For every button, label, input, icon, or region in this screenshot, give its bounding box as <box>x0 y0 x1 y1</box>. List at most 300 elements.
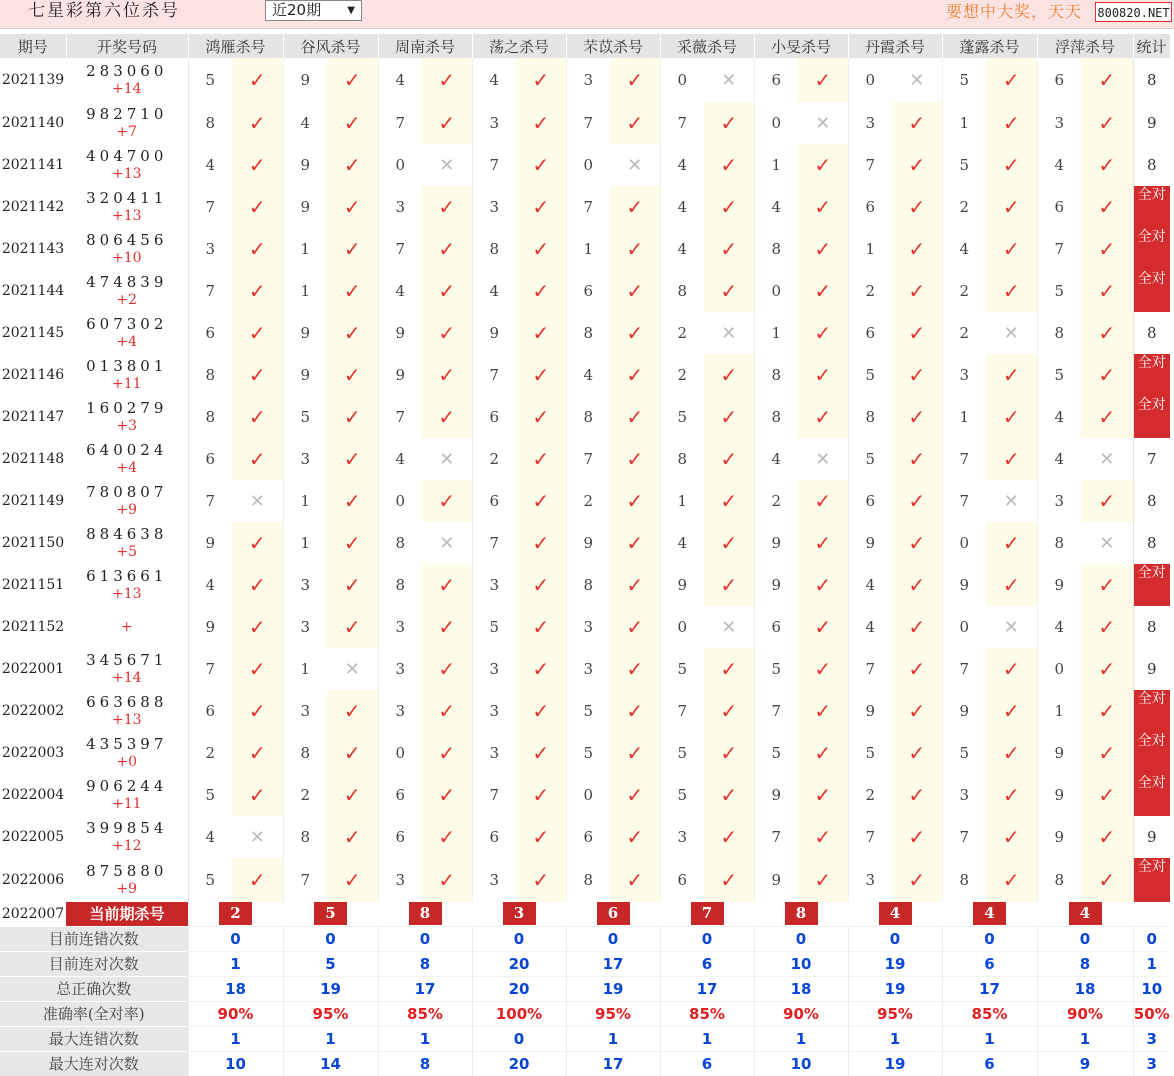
result-mark <box>892 58 942 102</box>
kill-number: 7 <box>283 858 327 902</box>
check-icon: ✓ <box>1098 573 1116 597</box>
result-mark <box>986 354 1037 396</box>
draw-digits: 906244 <box>86 777 168 795</box>
check-icon: ✓ <box>908 868 926 892</box>
check-icon: ✓ <box>438 489 456 513</box>
table-row <box>0 648 1170 690</box>
kill-number: 6 <box>472 396 516 438</box>
result-mark <box>798 606 848 648</box>
kill-number: 5 <box>848 438 892 480</box>
check-icon: ✓ <box>814 195 832 219</box>
kill-number: 9 <box>472 312 516 354</box>
draw-sum: +13 <box>111 166 142 182</box>
kill-number: 5 <box>848 732 892 774</box>
marquee-text: 要想中大奖，天天 <box>946 2 1083 21</box>
check-icon: ✓ <box>626 279 644 303</box>
check-icon: ✓ <box>720 531 738 555</box>
result-mark <box>704 606 754 648</box>
kill-number: 4 <box>1037 144 1081 186</box>
period-cell: 2021151 <box>1 577 65 593</box>
result-mark <box>232 58 283 102</box>
check-icon: ✓ <box>1002 531 1020 555</box>
summary-value: 19 <box>566 976 660 1001</box>
kill-number: 1 <box>942 396 986 438</box>
result-mark <box>1081 58 1133 102</box>
column-header[interactable]: 芣苡杀号 <box>566 34 660 58</box>
result-mark <box>610 396 660 438</box>
period-cell: 2021145 <box>1 325 65 341</box>
result-mark <box>327 774 378 816</box>
period-select[interactable] <box>265 0 362 21</box>
kill-number: 1 <box>660 480 704 522</box>
result-mark <box>798 270 848 312</box>
summary-value: 18 <box>188 976 283 1001</box>
check-icon: ✓ <box>248 531 266 555</box>
kill-number: 3 <box>660 816 704 858</box>
result-mark <box>798 396 848 438</box>
kill-number: 9 <box>754 564 798 606</box>
kill-number: 7 <box>660 690 704 732</box>
kill-number: 2 <box>188 732 232 774</box>
result-mark <box>1081 816 1133 858</box>
current-kill-number: 3 <box>503 902 536 925</box>
check-icon: ✓ <box>908 363 926 387</box>
result-mark <box>986 270 1037 312</box>
result-mark <box>327 564 378 606</box>
summary-value: 8 <box>1037 951 1133 976</box>
kill-number: 4 <box>378 58 422 102</box>
cross-icon: ✕ <box>721 69 737 91</box>
check-icon: ✓ <box>248 279 266 303</box>
result-mark <box>422 732 472 774</box>
summary-value: 0 <box>1037 926 1133 951</box>
result-mark <box>986 102 1037 144</box>
result-mark <box>327 228 378 270</box>
kill-number: 9 <box>378 312 422 354</box>
table-row <box>0 58 1170 102</box>
result-mark <box>892 354 942 396</box>
result-mark <box>892 564 942 606</box>
draw-digits: 607302 <box>86 315 168 333</box>
column-header[interactable]: 开奖号码 <box>66 34 188 58</box>
result-mark <box>1081 354 1133 396</box>
result-mark <box>704 58 754 102</box>
check-icon: ✓ <box>720 657 738 681</box>
check-icon: ✓ <box>343 111 361 135</box>
kill-number: 0 <box>754 270 798 312</box>
result-mark <box>232 396 283 438</box>
result-mark <box>704 270 754 312</box>
result-mark <box>610 312 660 354</box>
chevron-down-icon: ▼ <box>347 5 355 16</box>
check-icon: ✓ <box>720 699 738 723</box>
check-icon: ✓ <box>438 783 456 807</box>
kill-number: 2 <box>566 480 610 522</box>
result-mark <box>704 186 754 228</box>
draw-sum: +14 <box>111 81 142 97</box>
kill-number: 4 <box>660 228 704 270</box>
result-mark <box>232 102 283 144</box>
kill-number: 5 <box>283 396 327 438</box>
column-header[interactable]: 谷风杀号 <box>283 34 378 58</box>
result-mark <box>232 690 283 732</box>
result-mark <box>516 606 566 648</box>
summary-value: 10 <box>188 1051 283 1076</box>
kill-number: 3 <box>283 438 327 480</box>
check-icon: ✓ <box>1098 741 1116 765</box>
result-mark <box>704 396 754 438</box>
table-row <box>0 858 1170 902</box>
kill-number: 3 <box>472 732 516 774</box>
top-bar <box>0 0 1174 29</box>
kill-number: 0 <box>378 480 422 522</box>
kill-number: 6 <box>472 816 516 858</box>
draw-sum: +10 <box>111 250 142 266</box>
result-mark <box>704 816 754 858</box>
check-icon: ✓ <box>626 111 644 135</box>
check-icon: ✓ <box>1098 615 1116 639</box>
kill-number: 6 <box>754 58 798 102</box>
period-cell: 2022003 <box>1 745 65 761</box>
cross-icon: ✕ <box>249 826 265 848</box>
current-kill-cell <box>472 902 566 926</box>
stat-cell: 全对 <box>1133 270 1170 312</box>
kill-number: 8 <box>1037 522 1081 564</box>
kill-number: 4 <box>566 354 610 396</box>
summary-value: 0 <box>283 926 378 951</box>
kill-number: 5 <box>660 732 704 774</box>
kill-number: 3 <box>378 606 422 648</box>
check-icon: ✓ <box>438 657 456 681</box>
result-mark <box>1081 312 1133 354</box>
check-icon: ✓ <box>626 615 644 639</box>
summary-label: 最大连错次数 <box>0 1026 188 1051</box>
result-mark <box>892 816 942 858</box>
result-mark <box>798 228 848 270</box>
cross-icon: ✕ <box>249 490 265 512</box>
draw-sum: +14 <box>111 670 142 686</box>
check-icon: ✓ <box>1002 657 1020 681</box>
check-icon: ✓ <box>720 489 738 513</box>
check-icon: ✓ <box>532 489 550 513</box>
summary-value: 17 <box>378 976 472 1001</box>
cross-icon: ✕ <box>1003 490 1019 512</box>
check-icon: ✓ <box>248 573 266 597</box>
check-icon: ✓ <box>814 279 832 303</box>
check-icon: ✓ <box>720 741 738 765</box>
kill-number: 8 <box>754 228 798 270</box>
result-mark <box>422 144 472 186</box>
result-mark <box>892 606 942 648</box>
stat-cell: 全对 <box>1133 774 1170 816</box>
kill-number: 3 <box>283 564 327 606</box>
kill-number: 2 <box>283 774 327 816</box>
summary-value: 9 <box>1037 1051 1133 1076</box>
kill-number: 8 <box>566 564 610 606</box>
result-mark <box>516 396 566 438</box>
cross-icon: ✕ <box>439 448 455 470</box>
cross-icon: ✕ <box>1003 322 1019 344</box>
summary-value: 1 <box>1037 1026 1133 1051</box>
kill-number: 2 <box>942 270 986 312</box>
result-mark <box>986 564 1037 606</box>
kill-number: 0 <box>660 58 704 102</box>
result-mark <box>610 58 660 102</box>
check-icon: ✓ <box>1098 237 1116 261</box>
check-icon: ✓ <box>720 111 738 135</box>
column-header[interactable]: 鸿雁杀号 <box>188 34 283 58</box>
kill-number: 4 <box>754 438 798 480</box>
draw-digits: 283060 <box>86 62 168 80</box>
draw-result-cell <box>66 396 188 438</box>
result-mark <box>798 522 848 564</box>
result-mark <box>516 312 566 354</box>
check-icon: ✓ <box>532 657 550 681</box>
kill-number: 7 <box>378 228 422 270</box>
column-header[interactable]: 采薇杀号 <box>660 34 754 58</box>
check-icon: ✓ <box>1002 699 1020 723</box>
stat-cell: 8 <box>1133 606 1170 648</box>
check-icon: ✓ <box>814 825 832 849</box>
kill-number: 7 <box>660 102 704 144</box>
draw-sum: +3 <box>116 418 138 434</box>
table-row <box>0 354 1170 396</box>
current-kill-number: 8 <box>409 902 442 925</box>
kill-number: 3 <box>472 186 516 228</box>
check-icon: ✓ <box>908 741 926 765</box>
kill-number: 7 <box>566 186 610 228</box>
draw-result-cell <box>66 774 188 816</box>
kill-number: 4 <box>942 228 986 270</box>
kill-number: 9 <box>378 354 422 396</box>
stat-cell: 8 <box>1133 522 1170 564</box>
result-mark <box>986 690 1037 732</box>
check-icon: ✓ <box>908 657 926 681</box>
table-row <box>0 522 1170 564</box>
kill-number: 0 <box>754 102 798 144</box>
cross-icon: ✕ <box>439 154 455 176</box>
kill-number: 7 <box>848 816 892 858</box>
column-header[interactable]: 蓬露杀号 <box>942 34 1037 58</box>
check-icon: ✓ <box>438 195 456 219</box>
check-icon: ✓ <box>814 321 832 345</box>
current-kill-number: 8 <box>785 902 818 925</box>
table-row <box>0 270 1170 312</box>
period-cell: 2021141 <box>1 157 65 173</box>
table-row <box>0 732 1170 774</box>
check-icon: ✓ <box>1002 237 1020 261</box>
check-icon: ✓ <box>814 657 832 681</box>
current-kill-cell <box>188 902 283 926</box>
result-mark <box>422 690 472 732</box>
check-icon: ✓ <box>532 279 550 303</box>
kill-number: 3 <box>472 690 516 732</box>
period-select-value: 近20期 <box>272 1 322 19</box>
check-icon: ✓ <box>814 741 832 765</box>
check-icon: ✓ <box>532 447 550 471</box>
column-header[interactable]: 周南杀号 <box>378 34 472 58</box>
result-mark <box>986 228 1037 270</box>
stat-cell: 全对 <box>1133 732 1170 774</box>
result-mark <box>232 774 283 816</box>
result-mark <box>610 438 660 480</box>
check-icon: ✓ <box>814 573 832 597</box>
result-mark <box>327 144 378 186</box>
check-icon: ✓ <box>438 741 456 765</box>
column-header[interactable]: 丹霞杀号 <box>848 34 942 58</box>
table-row <box>0 690 1170 732</box>
stat-cell: 全对 <box>1133 186 1170 228</box>
check-icon: ✓ <box>908 111 926 135</box>
check-icon: ✓ <box>1098 783 1116 807</box>
kill-number: 9 <box>1037 732 1081 774</box>
kill-number: 8 <box>848 396 892 438</box>
kill-number: 9 <box>754 774 798 816</box>
result-mark <box>610 480 660 522</box>
check-icon: ✓ <box>720 783 738 807</box>
result-mark <box>422 102 472 144</box>
kill-number: 7 <box>188 648 232 690</box>
result-mark <box>1081 732 1133 774</box>
site-badge[interactable]: 800820.NET <box>1095 2 1172 22</box>
result-mark <box>1081 522 1133 564</box>
kill-number: 8 <box>566 396 610 438</box>
draw-digits: 404700 <box>86 147 168 165</box>
draw-sum: +11 <box>111 376 142 392</box>
kill-number: 0 <box>1037 648 1081 690</box>
summary-value: 18 <box>754 976 848 1001</box>
check-icon: ✓ <box>720 237 738 261</box>
draw-sum: +13 <box>111 586 142 602</box>
summary-value: 0 <box>848 926 942 951</box>
check-icon: ✓ <box>438 363 456 387</box>
result-mark <box>1081 396 1133 438</box>
column-header[interactable]: 小旻杀号 <box>754 34 848 58</box>
check-icon: ✓ <box>720 573 738 597</box>
result-mark <box>798 312 848 354</box>
stat-cell: 全对 <box>1133 690 1170 732</box>
kill-number: 4 <box>660 186 704 228</box>
stat-cell: 9 <box>1133 648 1170 690</box>
check-icon: ✓ <box>626 68 644 92</box>
kill-number: 7 <box>378 396 422 438</box>
current-kill-cell <box>283 902 378 926</box>
current-kill-number: 7 <box>691 902 724 925</box>
kill-number: 3 <box>1037 102 1081 144</box>
draw-result-cell <box>66 438 188 480</box>
table-row <box>0 144 1170 186</box>
kill-number: 5 <box>188 858 232 902</box>
kill-number: 7 <box>566 438 610 480</box>
result-mark <box>327 816 378 858</box>
summary-stat: 10 <box>1133 976 1170 1001</box>
column-header[interactable]: 浮萍杀号 <box>1037 34 1133 58</box>
kill-number: 7 <box>472 354 516 396</box>
draw-sum: +5 <box>116 544 138 560</box>
result-mark <box>327 396 378 438</box>
check-icon: ✓ <box>438 615 456 639</box>
result-mark <box>422 312 472 354</box>
period-cell: 2022007 <box>1 905 65 922</box>
result-mark <box>892 270 942 312</box>
summary-value: 90% <box>754 1001 848 1026</box>
result-mark <box>232 228 283 270</box>
current-kill-number: 4 <box>973 902 1006 925</box>
check-icon: ✓ <box>343 825 361 849</box>
check-icon: ✓ <box>908 447 926 471</box>
result-mark <box>1081 606 1133 648</box>
kill-number: 7 <box>848 144 892 186</box>
result-mark <box>892 480 942 522</box>
draw-digits: 013801 <box>86 357 168 375</box>
result-mark <box>516 816 566 858</box>
check-icon: ✓ <box>532 68 550 92</box>
column-header[interactable]: 期号 <box>0 34 66 58</box>
check-icon: ✓ <box>626 741 644 765</box>
summary-label: 准确率(全对率) <box>0 1001 188 1026</box>
result-mark <box>422 438 472 480</box>
kill-number: 9 <box>754 858 798 902</box>
result-mark <box>610 102 660 144</box>
check-icon: ✓ <box>720 195 738 219</box>
kill-number: 0 <box>942 606 986 648</box>
result-mark <box>516 228 566 270</box>
result-mark <box>327 354 378 396</box>
check-icon: ✓ <box>248 321 266 345</box>
summary-value: 6 <box>942 951 1037 976</box>
check-icon: ✓ <box>532 363 550 387</box>
summary-value: 17 <box>942 976 1037 1001</box>
result-mark <box>516 480 566 522</box>
check-icon: ✓ <box>532 405 550 429</box>
check-icon: ✓ <box>343 615 361 639</box>
kill-number: 1 <box>283 228 327 270</box>
result-mark <box>986 480 1037 522</box>
kill-number: 4 <box>188 144 232 186</box>
kill-number: 8 <box>188 102 232 144</box>
check-icon: ✓ <box>343 531 361 555</box>
check-icon: ✓ <box>1098 699 1116 723</box>
kill-number: 5 <box>188 774 232 816</box>
kill-number: 7 <box>848 648 892 690</box>
draw-digits: 160279 <box>86 399 168 417</box>
draw-result-cell <box>66 354 188 396</box>
check-icon: ✓ <box>908 825 926 849</box>
kill-number: 3 <box>566 58 610 102</box>
summary-value: 85% <box>378 1001 472 1026</box>
draw-result-cell <box>66 102 188 144</box>
result-mark <box>610 606 660 648</box>
summary-value: 95% <box>566 1001 660 1026</box>
summary-value: 85% <box>942 1001 1037 1026</box>
summary-value: 100% <box>472 1001 566 1026</box>
summary-value: 19 <box>283 976 378 1001</box>
result-mark <box>232 606 283 648</box>
kill-number: 3 <box>188 228 232 270</box>
kill-number: 4 <box>1037 606 1081 648</box>
summary-stat: 3 <box>1133 1051 1170 1076</box>
current-kill-number: 4 <box>1069 902 1102 925</box>
cross-icon: ✕ <box>909 69 925 91</box>
stat-cell: 全对 <box>1133 858 1170 902</box>
result-mark <box>892 438 942 480</box>
kill-number: 4 <box>472 270 516 312</box>
kill-number: 3 <box>472 102 516 144</box>
column-header[interactable]: 荡之杀号 <box>472 34 566 58</box>
check-icon: ✓ <box>248 447 266 471</box>
check-icon: ✓ <box>720 153 738 177</box>
column-header[interactable]: 统计 <box>1133 34 1170 58</box>
